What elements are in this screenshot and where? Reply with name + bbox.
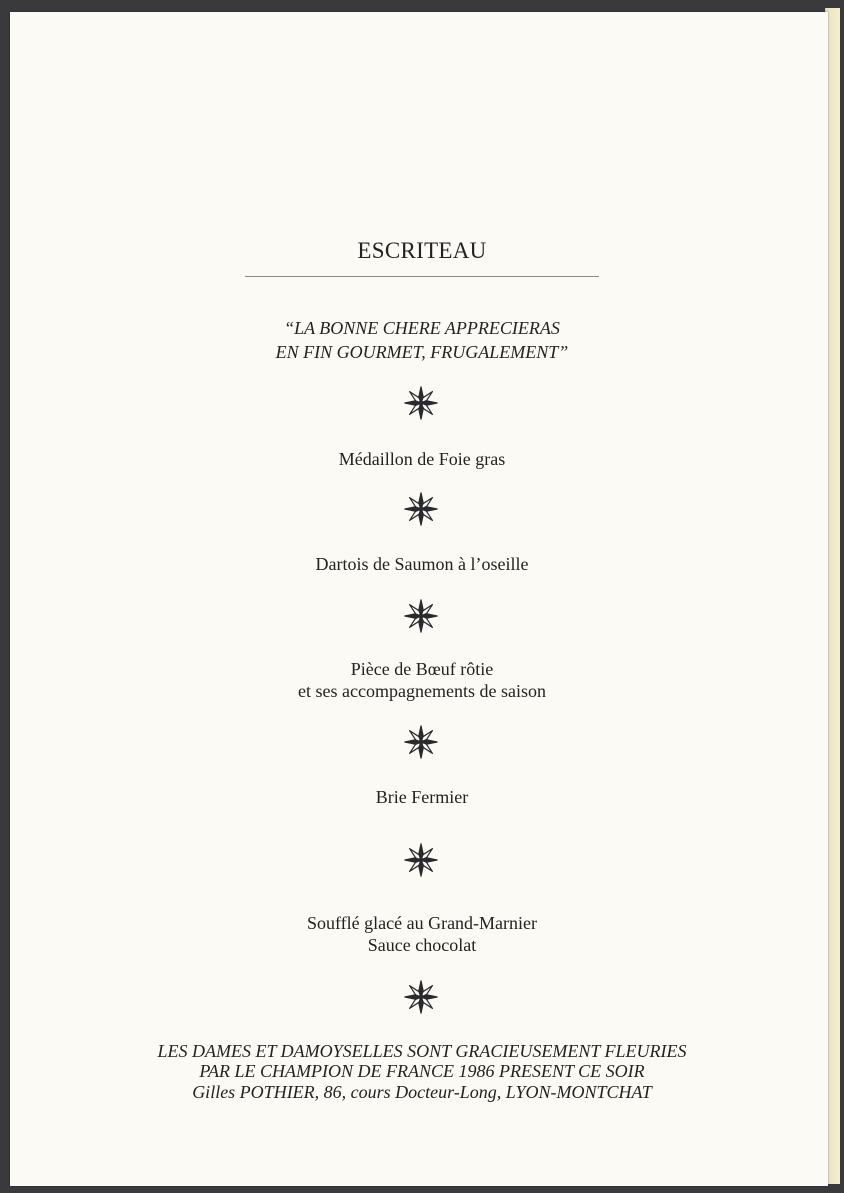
footer-line-2: PAR LE CHAMPION DE FRANCE 1986 PRESENT CE SOIR: [199, 1061, 645, 1081]
title-divider: [245, 276, 599, 277]
course-5-line-1: Soufflé glacé au Grand-Marnier: [306, 913, 538, 933]
footer-line-3: Gilles POTHIER, 86, cours Docteur-Long, LYON-MONTCHAT: [192, 1082, 652, 1102]
star-flower-icon: [402, 841, 440, 879]
star-flower-icon: [402, 490, 440, 528]
star-flower-icon: [402, 978, 440, 1016]
course-3-line-2: et ses accompagnements de saison: [298, 681, 546, 701]
star-flower-icon: [402, 723, 440, 761]
course-5-line-2: Sauce chocolat: [367, 935, 477, 955]
star-flower-icon: [402, 384, 440, 422]
course-4: Brie Fermier: [375, 787, 469, 807]
menu-title: ESCRITEAU: [357, 238, 487, 263]
footer-line-1: LES DAMES ET DAMOYSELLES SONT GRACIEUSEMENT FLEURIES: [157, 1041, 687, 1061]
course-3-line-1: Pièce de Bœuf rôtie: [350, 659, 494, 679]
course-2: Dartois de Saumon à l’oseille: [315, 554, 529, 574]
motto-line-1: “LA BONNE CHERE APPRECIERAS: [284, 318, 560, 338]
motto-line-2: EN FIN GOURMET, FRUGALEMENT”: [275, 342, 569, 362]
course-1: Médaillon de Foie gras: [338, 449, 506, 469]
star-flower-icon: [402, 597, 440, 635]
